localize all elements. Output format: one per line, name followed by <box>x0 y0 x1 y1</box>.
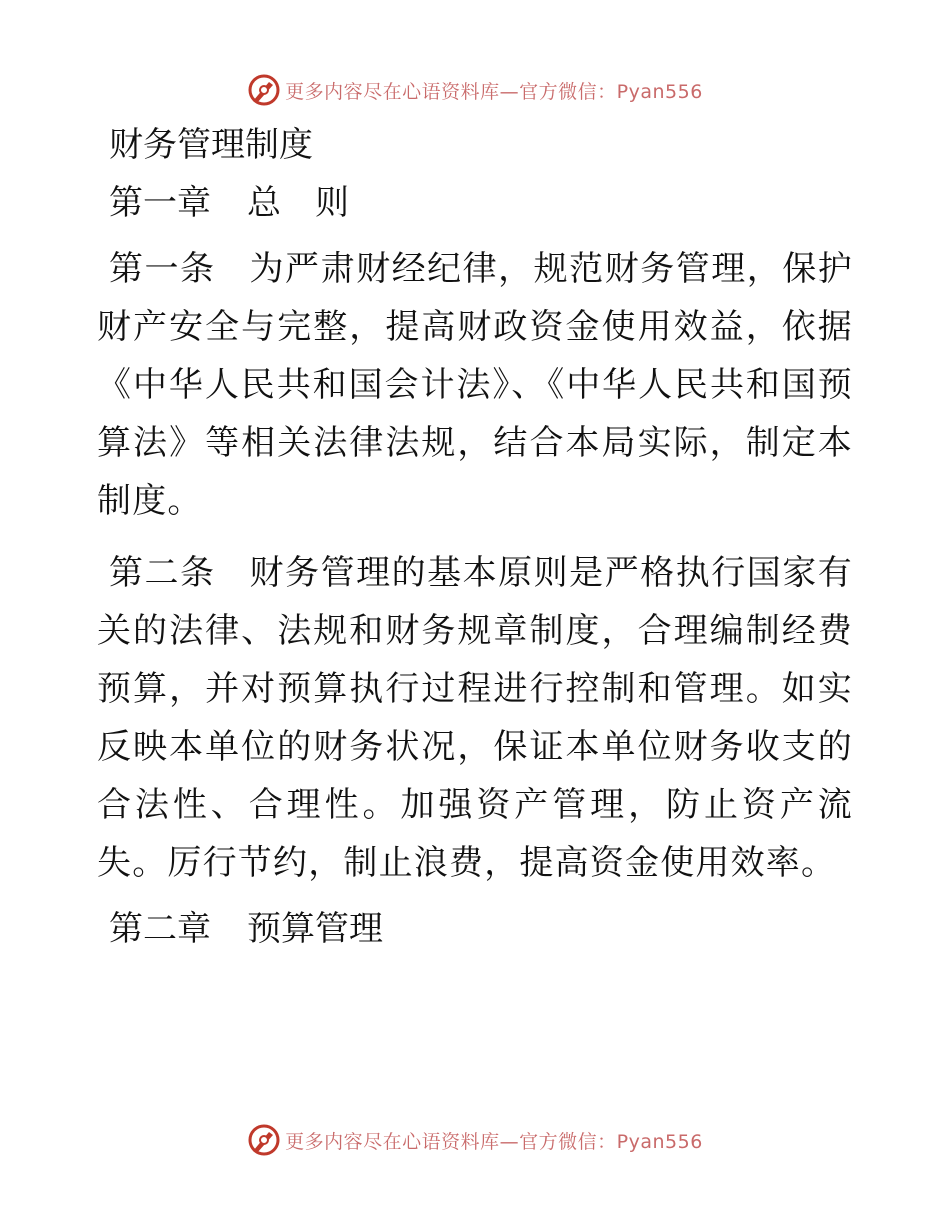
article-text: 为严肃财经纪律，规范财务管理，保护财产安全与完整，提高财政资金使用效益，依据《中华人民共和国会计法》、《中华人民共和国预算法》等相关法律法规，结合本局实际，制定本制度。 <box>97 249 853 521</box>
article-2 <box>97 544 853 892</box>
chapter-label: 第二章 <box>109 909 211 949</box>
header-watermark-banner <box>0 70 950 110</box>
article-1 <box>97 240 853 530</box>
document-title: 财务管理制度 <box>109 125 313 165</box>
document-body <box>97 122 853 966</box>
pen-circle-logo-icon <box>247 1123 281 1157</box>
article-label: 第一条 <box>109 249 216 289</box>
chapter-heading-1 <box>97 180 853 226</box>
chapter-name: 总 则 <box>247 183 349 223</box>
pen-circle-logo-icon <box>247 73 281 107</box>
chapter-label: 第一章 <box>109 183 211 223</box>
article-text: 财务管理的基本原则是严格执行国家有关的法律、法规和财务规章制度，合理编制经费预算，并对预算执行过程进行控制和管理。如实反映本单位的财务状况，保证本单位财务收支的合法性、合理性。加强资产管理，防止资产流失。厉行节约，制止浪费，提高资金使用效率。 <box>97 553 853 883</box>
article-label: 第二条 <box>109 553 216 593</box>
banner-text: 更多内容尽在心语资料库—官方微信：Pyan556 <box>285 1130 703 1153</box>
banner-text: 更多内容尽在心语资料库—官方微信：Pyan556 <box>285 80 703 103</box>
chapter-heading-2 <box>97 906 853 952</box>
footer-watermark-banner <box>0 1120 950 1160</box>
chapter-name: 预算管理 <box>247 909 383 949</box>
